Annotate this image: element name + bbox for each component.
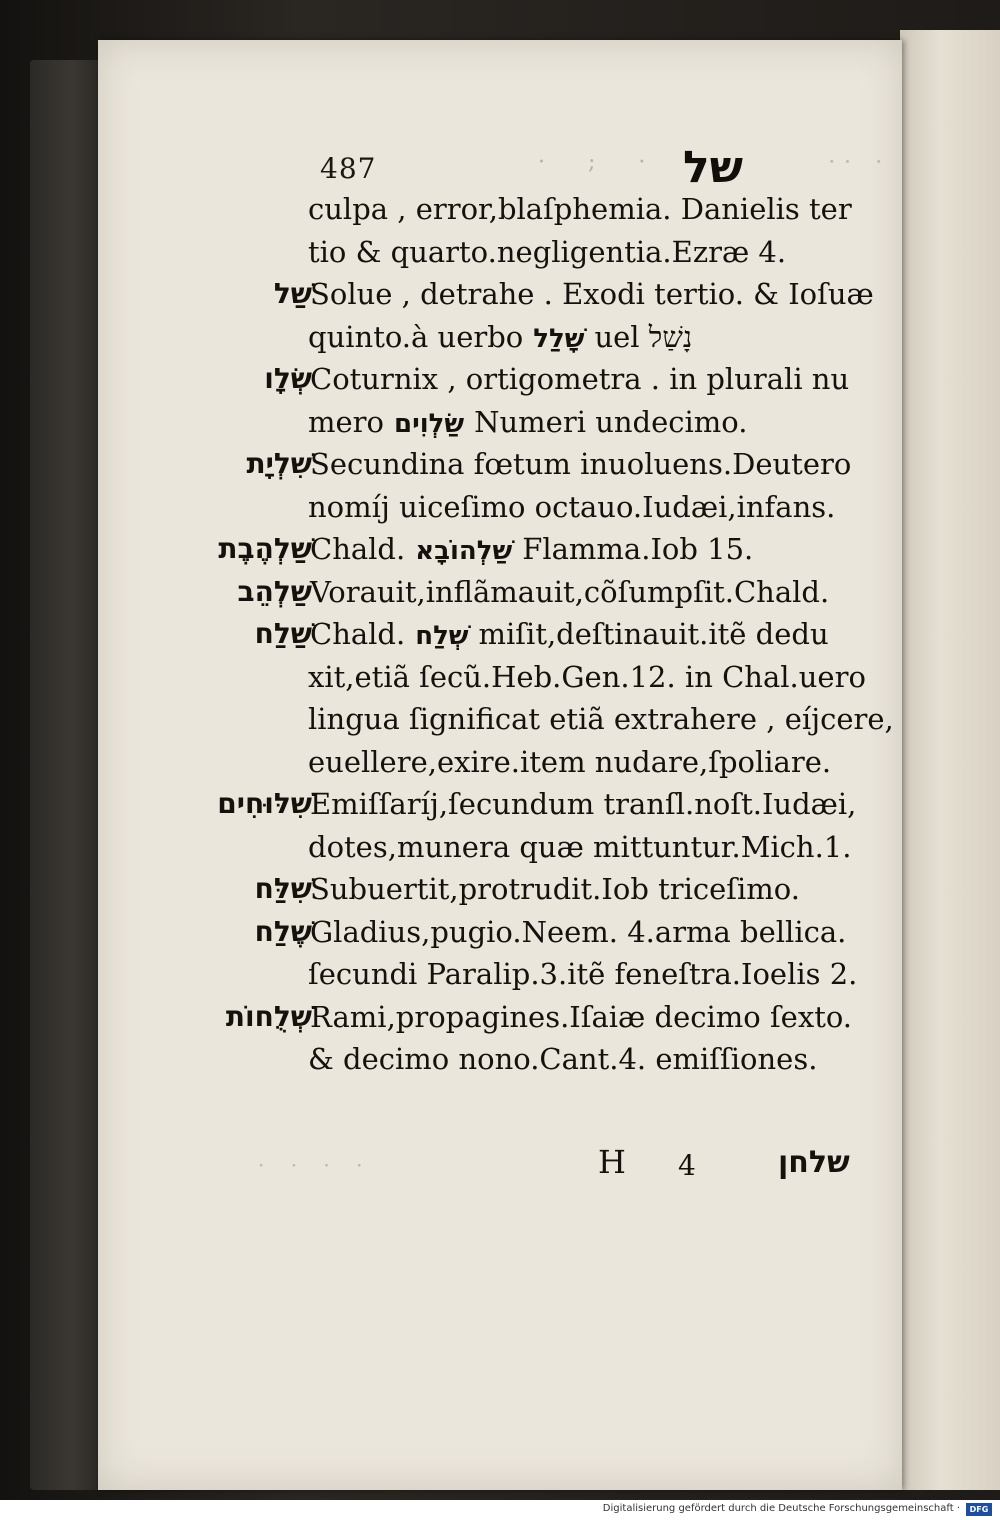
entry-line: [98, 273, 902, 316]
hebrew-lemma: שִׁלְיָת: [246, 447, 312, 480]
latin-text: & decimo nono.Cant.4. emiſſiones.: [308, 1042, 818, 1076]
hebrew-lemma: שַׁלַח: [254, 617, 312, 650]
latin-text: culpa , error,blaſphemia. Danielis ter: [308, 192, 852, 226]
text-line: [98, 741, 902, 784]
running-head: של: [683, 142, 743, 193]
entry-line: [98, 443, 902, 486]
latin-text: Subuertit,protrudit.Iob triceſimo.: [310, 872, 800, 906]
book-cover-edge: [30, 60, 100, 1490]
latin-text: xit,etiã ſecũ.Heb.Gen.12. in Chal.uero: [308, 659, 866, 694]
entry-line: [98, 911, 902, 954]
latin-text: Emiſſaríj,ſecundum tranſl.noſt.Iudæi,: [310, 787, 857, 821]
page-header: [98, 142, 902, 193]
entry-line: [98, 528, 902, 571]
signature-mark: H: [598, 1143, 626, 1181]
text-line: [98, 316, 902, 359]
latin-text: Vorauit,inflãmauit,cõſumpſit.Chald.: [310, 574, 830, 609]
text-line: [98, 953, 902, 996]
hebrew-lemma: שְׂלָו: [264, 362, 312, 395]
latin-text: miſit,deſtinauit.itẽ dedu: [478, 617, 829, 651]
latin-text: uel נָשַׁל: [594, 319, 693, 354]
text-line: [98, 401, 902, 444]
latin-text: lingua ſignificat etiã extrahere , eíjcere,: [308, 702, 894, 736]
dfg-logo: DFG: [966, 1503, 992, 1516]
text-line: [98, 656, 902, 699]
latin-text: Chald.: [310, 617, 406, 651]
entry-line: [98, 868, 902, 911]
latin-text: Flamma.Iob 15.: [522, 532, 754, 566]
text-line: [98, 188, 902, 231]
latin-text: Rami,propagines.Iſaiæ decimo ſexto.: [310, 999, 853, 1034]
hebrew-lemma: שִׁלּוּחִים: [217, 787, 312, 820]
latin-text: nomíj uiceſimo octauo.Iudæi,infans.: [308, 489, 836, 524]
funding-notice: Digitalisierung gefördert durch die Deutsche Forschungsgemeinschaft ·: [602, 1503, 960, 1514]
digitization-footer: [0, 1500, 1000, 1520]
latin-text: Chald.: [310, 532, 406, 566]
show-through-marks: · · · ·: [258, 1153, 373, 1177]
latin-text: euellere,exire.item nudare,ſpoliare.: [308, 744, 832, 779]
entry-line: [98, 996, 902, 1039]
entry-line: [98, 358, 902, 401]
hebrew-word: שַׁלְהוֹבָא: [415, 536, 513, 566]
entry-line: [98, 571, 902, 614]
text-line: [98, 826, 902, 869]
signature-number: 4: [678, 1149, 696, 1182]
show-through-marks: ·· ·: [828, 148, 891, 176]
hebrew-word: שַׂלְוִים: [393, 408, 465, 439]
hebrew-lemma: שַׁלְהֶבֶת: [218, 532, 312, 565]
mixed-text: [310, 613, 829, 658]
hebrew-word: שְׁלַח: [415, 621, 469, 651]
entry-line: [98, 783, 902, 826]
latin-text: mero: [308, 404, 384, 439]
adjacent-page-edge: [900, 30, 1000, 1490]
page-number: 487: [320, 152, 377, 185]
text-line: [98, 486, 902, 529]
hebrew-lemma: שֶׁלַח: [254, 914, 312, 948]
catchword: שלחן: [778, 1145, 850, 1180]
hebrew-lemma: שַׁל: [273, 277, 312, 310]
latin-text: Secundina fœtum inuoluens.Deutero: [310, 447, 852, 481]
show-through-marks: · ; ·: [538, 150, 664, 175]
text-line: [98, 1038, 902, 1081]
latin-text: quinto.à uerbo: [308, 319, 524, 354]
hebrew-word: שָׁלַל: [533, 323, 585, 354]
text-line: [98, 698, 902, 741]
book-page: [98, 40, 902, 1490]
latin-text: ſecundi Paralip.3.itẽ feneſtra.Ioelis 2.: [308, 957, 858, 991]
latin-text: Numeri undecimo.: [474, 404, 748, 439]
hebrew-lemma: שַׁלְהֵב: [237, 574, 312, 608]
mixed-text: [310, 528, 753, 573]
mixed-text: [308, 316, 692, 361]
entry-line: [98, 613, 902, 656]
latin-text: Coturnix , ortigometra . in plurali nu: [310, 362, 850, 396]
dictionary-text: [98, 188, 902, 1081]
latin-text: dotes,munera quæ mittuntur.Mich.1.: [308, 829, 852, 864]
text-line: [98, 231, 902, 274]
mixed-text: [308, 401, 747, 446]
hebrew-lemma: שְׁלֻחוֹת: [225, 999, 312, 1033]
catch-line: [98, 1143, 902, 1191]
latin-text: Solue , detrahe . Exodi tertio. & Ioſuæ: [310, 277, 874, 311]
latin-text: tio & quarto.negligentia.Ezræ 4.: [308, 234, 787, 269]
latin-text: Gladius,pugio.Neem. 4.arma bellica.: [310, 914, 847, 949]
hebrew-lemma: שִׁלַּח: [254, 872, 312, 905]
